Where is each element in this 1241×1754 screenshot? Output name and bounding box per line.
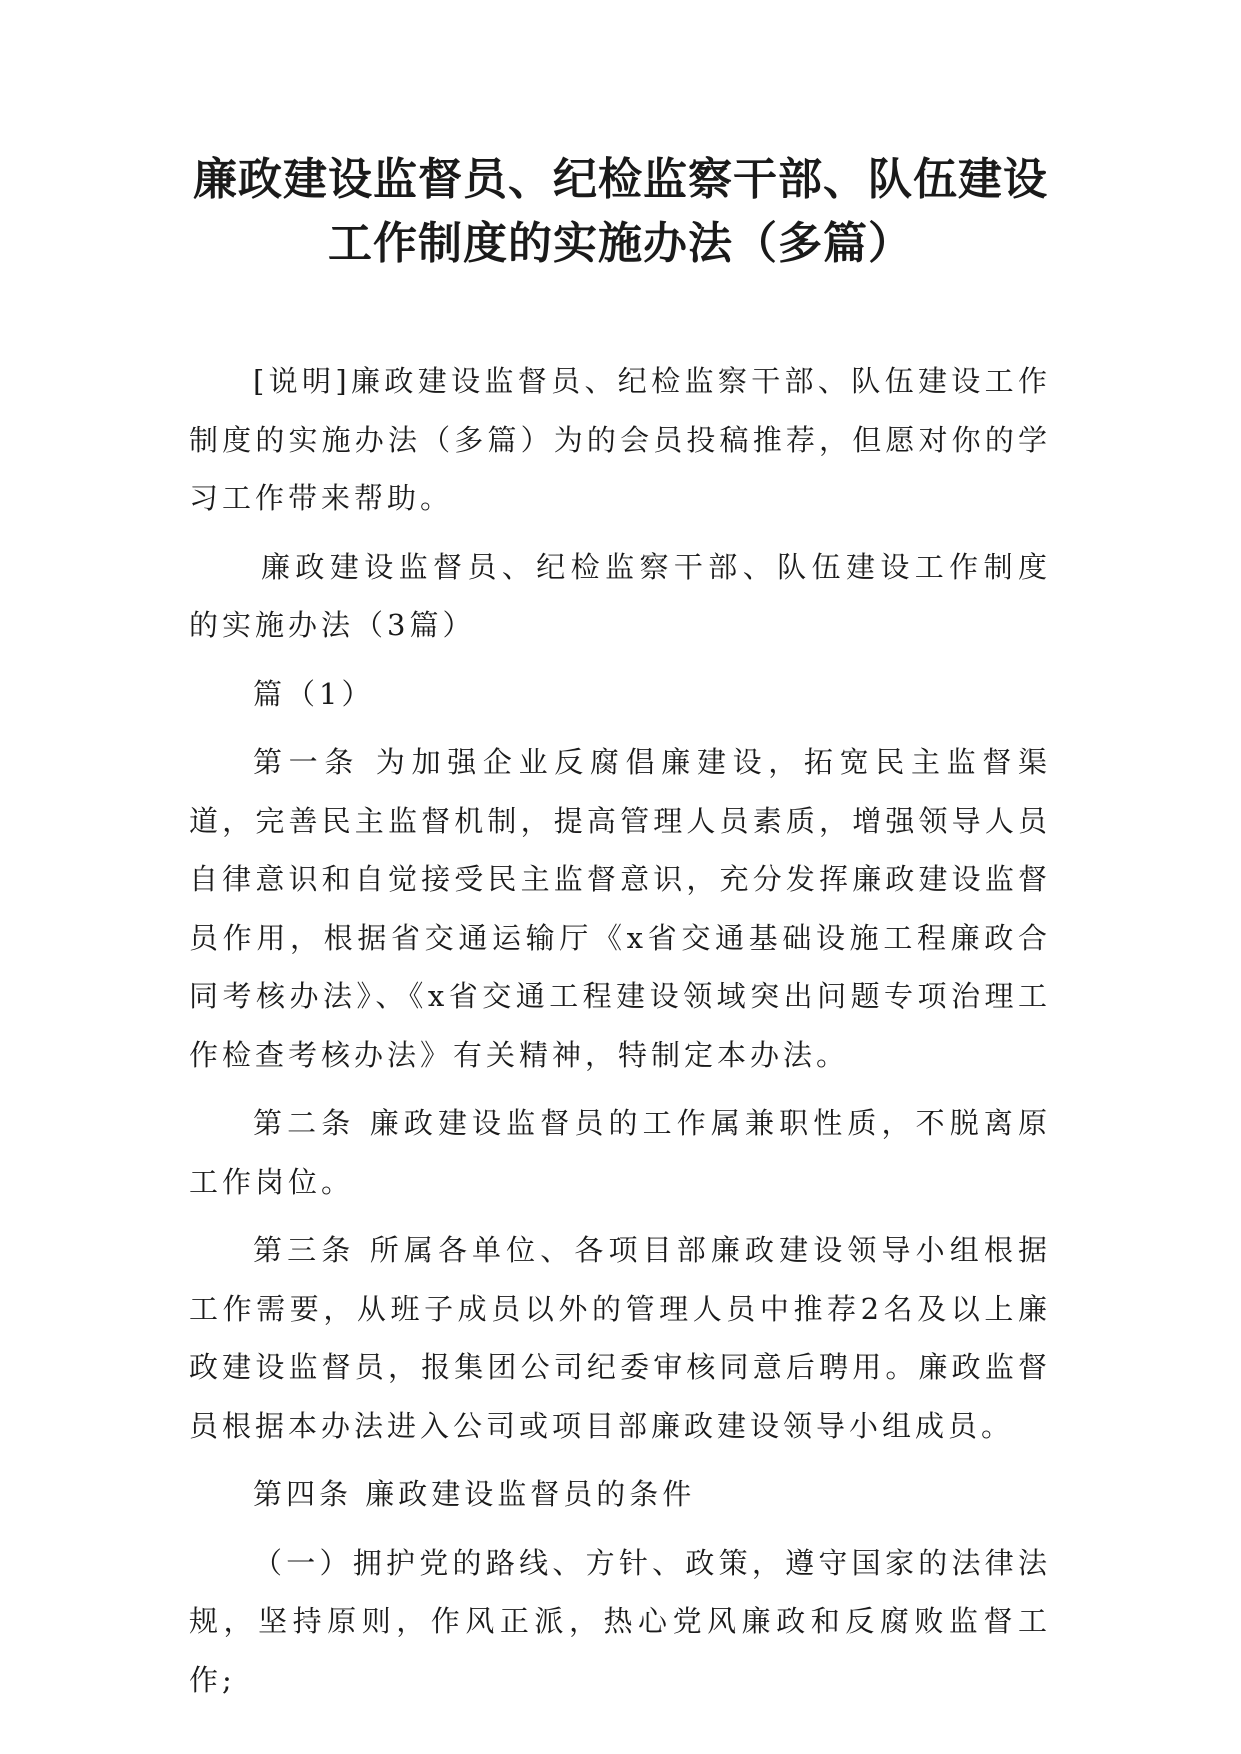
- title-line-1: 廉政建设监督员、纪检监察干部、队伍建设: [193, 154, 1048, 205]
- document-title: [150, 148, 1091, 276]
- article-3-paragraph: 第三条 所属各单位、各项目部廉政建设领导小组根据工作需要，从班子成员以外的管理人员中推荐2名及以上廉政建设监督员，报集团公司纪委审核同意后聘用。廉政监督员根据本办法进入公司或项目部廉政建设领导小组成员。: [189, 1233, 1051, 1443]
- article-1-paragraph: 第一条 为加强企业反腐倡廉建设，拓宽民主监督渠道，完善民主监督机制，提高管理人员素质，增强领导人员自律意识和自觉接受民主监督意识，充分发挥廉政建设监督员作用，根据省交通运输厅《x省交通基础设施工程廉政合同考核办法》、《x省交通工程建设领域突出问题专项治理工作检查考核办法》有关精神，特制定本办法。: [189, 745, 1051, 1072]
- document-body: [189, 352, 1051, 1719]
- article-4-item-1-paragraph: （一）拥护党的路线、方针、政策，遵守国家的法律法规，坚持原则，作风正派，热心党风廉政和反腐败监督工作;: [189, 1545, 1051, 1697]
- part-label: 篇（1）: [253, 676, 375, 711]
- intro-note-paragraph: [说明]廉政建设监督员、纪检监察干部、队伍建设工作制度的实施办法（多篇）为的会员投稿推荐，但愿对你的学习工作带来帮助。: [189, 364, 1051, 515]
- title-line-2: 工作制度的实施办法（多篇）: [328, 218, 913, 269]
- article-4-paragraph: 第四条 廉政建设监督员的条件: [253, 1477, 696, 1511]
- article-2-paragraph: 第二条 廉政建设监督员的工作属兼职性质，不脱离原工作岗位。: [189, 1106, 1051, 1199]
- section-heading: 廉政建设监督员、纪检监察干部、队伍建设工作制度的实施办法（3篇）: [189, 549, 1051, 642]
